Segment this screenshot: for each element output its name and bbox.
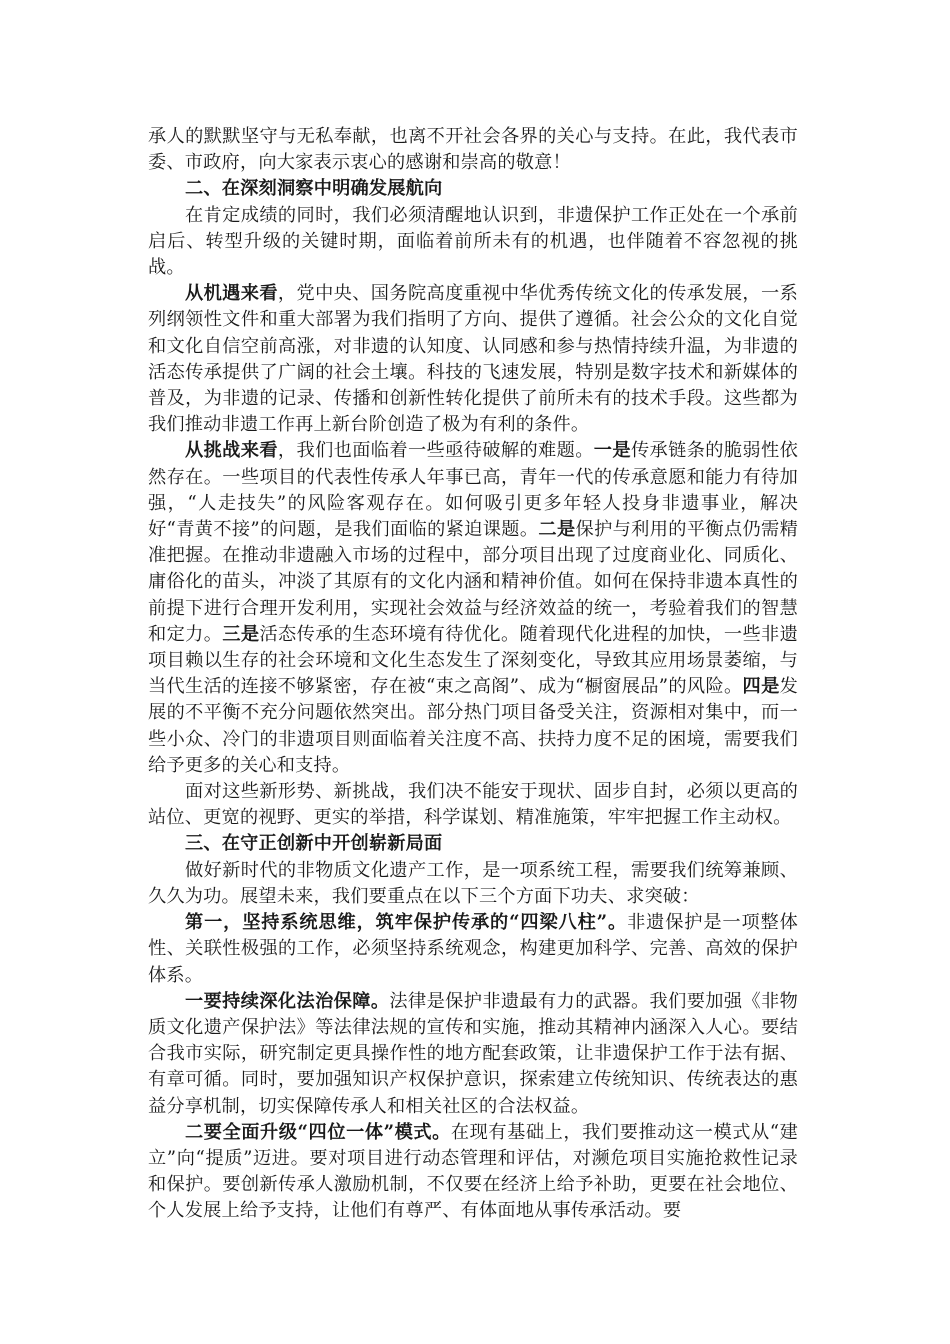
- bold-run: 从机遇来看: [185, 283, 278, 305]
- paragraph: [148, 858, 798, 910]
- bold-run: 三是: [222, 623, 260, 645]
- section-heading: [148, 176, 798, 202]
- bold-run: 第一，坚持系统思维，筑牢保护传承的“四梁八柱”。: [185, 912, 628, 934]
- text-run: 在现有基础上，我们要推动这一模式从“建立”向“提质”迈进。要对项目进行动态管理和评估，对濒危项目实施抢救性记录和保护。要创新传承人激励机制，不仅要在经济上给予补助，更要在社会地位、个人发展上给予支持，让他们有尊严、有体面地从事传承活动。要: [148, 1121, 798, 1222]
- text-run: 发展的不平衡不充分问题依然突出。部分热门项目备受关注，资源相对集中，而一些小众、冷门的非遗项目则面临着关注度不高、扶持力度不足的困境，需要我们给予更多的关心和支持。: [148, 676, 799, 776]
- bold-run: 一要持续深化法治保障。: [185, 990, 390, 1012]
- text-run: ，我们也面临着一些亟待破解的难题。: [277, 440, 594, 462]
- paragraph: [148, 281, 798, 438]
- paragraph: [148, 779, 798, 831]
- paragraph: [148, 910, 798, 989]
- bold-run: 从挑战来看: [185, 440, 278, 462]
- bold-run: 二、在深刻洞察中明确发展航向: [185, 178, 443, 200]
- paragraph: [148, 1120, 798, 1225]
- paragraph: [148, 203, 798, 282]
- bold-run: 一是: [593, 440, 631, 462]
- text-run: ，党中央、国务院高度重视中华优秀传统文化的传承发展，一系列纲领性文件和重大部署为我们指明了方向、提供了遵循。社会公众的文化自觉和文化自信空前高涨，对非遗的认知度、认同感和参与热情持续升温，为非遗的活态传承提供了广阔的社会土壤。科技的飞速发展，特别是数字技术和新媒体的普及，为非遗的记录、传播和创新性转化提供了前所未有的技术手段。这些都为我们推动非遗工作再上新台阶创造了极为有利的条件。: [148, 283, 798, 436]
- bold-run: 三、在守正创新中开创崭新局面: [185, 833, 443, 855]
- text-run: 做好新时代的非物质文化遗产工作，是一项系统工程，需要我们统筹兼顾、久久为功。展望未来，我们要重点在以下三个方面下功夫、求突破：: [148, 859, 798, 907]
- text-run: 面对这些新形势、新挑战，我们决不能安于现状、固步自封，必须以更高的站位、更宽的视野、更实的举措，科学谋划、精准施策，牢牢把握工作主动权。: [148, 781, 798, 829]
- text-run: 法律是保护非遗最有力的武器。我们要加强《非物质文化遗产保护法》等法律法规的宣传和实施，推动其精神内涵深入人心。要结合我市实际，研究制定更具操作性的地方配套政策，让非遗保护工作于法有据、有章可循。同时，要加强知识产权保护意识，探索建立传统知识、传统表达的惠益分享机制，切实保障传承人和相关社区的合法权益。: [148, 990, 799, 1117]
- section-heading: [148, 831, 798, 857]
- paragraph: [148, 438, 798, 779]
- text-run: 承人的默默坚守与无私奉献，也离不开社会各界的关心与支持。在此，我代表市委、市政府，向大家表示衷心的感谢和崇高的敬意！: [148, 126, 798, 174]
- text-run: 活态传承的生态环境有待优化。随着现代化进程的加快，一些非遗项目赖以生存的社会环境和文化生态发生了深刻变化，导致其应用场景萎缩，与当代生活的连接不够紧密，存在被“束之高阁”、成为“橱窗展品”的风险。: [148, 623, 798, 698]
- bold-run: 四是: [742, 676, 780, 698]
- bold-run: 二是: [538, 519, 576, 541]
- document-body: [148, 124, 798, 1225]
- text-run: 非遗保护是一项整体性、关联性极强的工作，必须坚持系统观念，构建更加科学、完善、高效的保护体系。: [148, 912, 798, 986]
- text-run: 在肯定成绩的同时，我们必须清醒地认识到，非遗保护工作正处在一个承前启后、转型升级的关键时期，面临着前所未有的机遇，也伴随着不容忽视的挑战。: [148, 204, 798, 279]
- paragraph: [148, 124, 798, 176]
- paragraph: [148, 989, 798, 1120]
- text-run: 保护与利用的平衡点仍需精准把握。在推动非遗融入市场的过程中，部分项目出现了过度商业化、同质化、庸俗化的苗头，冲淡了其原有的文化内涵和精神价值。如何在保持非遗本真性的前提下进行合理开发利用，实现社会效益与经济效益的统一，考验着我们的智慧和定力。: [148, 519, 798, 645]
- bold-run: 二要全面升级“四位一体”模式。: [185, 1121, 451, 1143]
- text-run: 传承链条的脆弱性依然存在。一些项目的代表性传承人年事已高，青年一代的传承意愿和能力有待加强，“人走技失”的风险客观存在。如何吸引更多年轻人投身非遗事业，解决好“青黄不接”的问题，是我们面临的紧迫课题。: [148, 440, 798, 541]
